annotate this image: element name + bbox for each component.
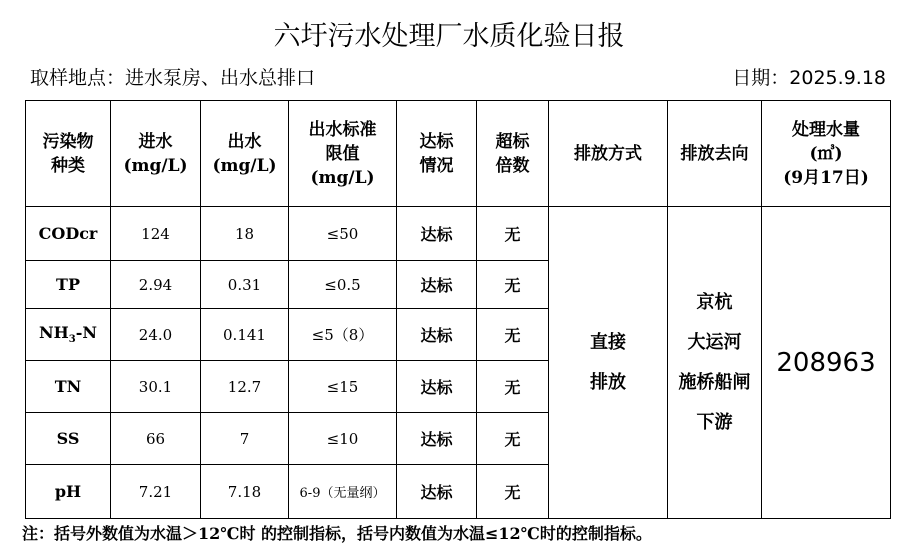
exceed-value: 无 bbox=[477, 361, 549, 413]
inflow-value: 66 bbox=[111, 413, 201, 465]
water-quality-table bbox=[25, 100, 891, 519]
pollutant-name: $NH_3-N$ bbox=[26, 309, 111, 361]
limit-value: ≤0.5 bbox=[289, 261, 397, 309]
compliance-status: 达标 bbox=[397, 261, 477, 309]
header-outflow: 出水 (mg/L) bbox=[201, 101, 289, 207]
sampling-location: 取样地点：进水泵房、出水总排口 bbox=[30, 67, 316, 89]
pollutant-name: TN bbox=[26, 361, 111, 413]
discharge-destination: 京杭 大运河 施桥船闸 下游 bbox=[668, 207, 762, 519]
header-discharge-destination: 排放去向 bbox=[668, 101, 762, 207]
report-date: 日期：2025.9.18 bbox=[732, 67, 886, 89]
exceed-value: 无 bbox=[477, 309, 549, 361]
header-row bbox=[26, 101, 891, 207]
compliance-status: 达标 bbox=[397, 207, 477, 261]
outflow-value: 0.31 bbox=[201, 261, 289, 309]
pollutant-name: pH bbox=[26, 465, 111, 519]
pollutant-name: TP bbox=[26, 261, 111, 309]
compliance-status: 达标 bbox=[397, 309, 477, 361]
pollutant-name: SS bbox=[26, 413, 111, 465]
outflow-value: 12.7 bbox=[201, 361, 289, 413]
exceed-value: 无 bbox=[477, 413, 549, 465]
limit-value: ≤5（8） bbox=[289, 309, 397, 361]
exceed-value: 无 bbox=[477, 261, 549, 309]
header-volume: 处理水量 (㎥) (9月17日) bbox=[762, 101, 891, 207]
inflow-value: 30.1 bbox=[111, 361, 201, 413]
header-pollutant: 污染物 种类 bbox=[26, 101, 111, 207]
compliance-status: 达标 bbox=[397, 361, 477, 413]
footnote: 注：括号外数值为水温＞12℃时 的控制指标，括号内数值为水温≤12℃时的控制指标。 bbox=[22, 524, 652, 543]
compliance-status: 达标 bbox=[397, 413, 477, 465]
treated-volume: 208963 bbox=[762, 207, 891, 519]
header-discharge-method: 排放方式 bbox=[549, 101, 668, 207]
inflow-value: 124 bbox=[111, 207, 201, 261]
limit-value: ≤15 bbox=[289, 361, 397, 413]
limit-value: ≤50 bbox=[289, 207, 397, 261]
header-exceed: 超标 倍数 bbox=[477, 101, 549, 207]
inflow-value: 7.21 bbox=[111, 465, 201, 519]
compliance-status: 达标 bbox=[397, 465, 477, 519]
pollutant-name: CODcr bbox=[26, 207, 111, 261]
report-title: 六圩污水处理厂水质化验日报 bbox=[273, 21, 625, 52]
inflow-value: 2.94 bbox=[111, 261, 201, 309]
exceed-value: 无 bbox=[477, 465, 549, 519]
header-inflow: 进水 (mg/L) bbox=[111, 101, 201, 207]
table-row bbox=[26, 207, 891, 261]
inflow-value: 24.0 bbox=[111, 309, 201, 361]
limit-value: ≤10 bbox=[289, 413, 397, 465]
limit-value: 6-9（无量纲） bbox=[289, 465, 397, 519]
outflow-value: 7 bbox=[201, 413, 289, 465]
outflow-value: 0.141 bbox=[201, 309, 289, 361]
discharge-method: 直接 排放 bbox=[549, 207, 668, 519]
header-compliance: 达标 情况 bbox=[397, 101, 477, 207]
header-limit: 出水标准 限值 (mg/L) bbox=[289, 101, 397, 207]
exceed-value: 无 bbox=[477, 207, 549, 261]
outflow-value: 18 bbox=[201, 207, 289, 261]
outflow-value: 7.18 bbox=[201, 465, 289, 519]
